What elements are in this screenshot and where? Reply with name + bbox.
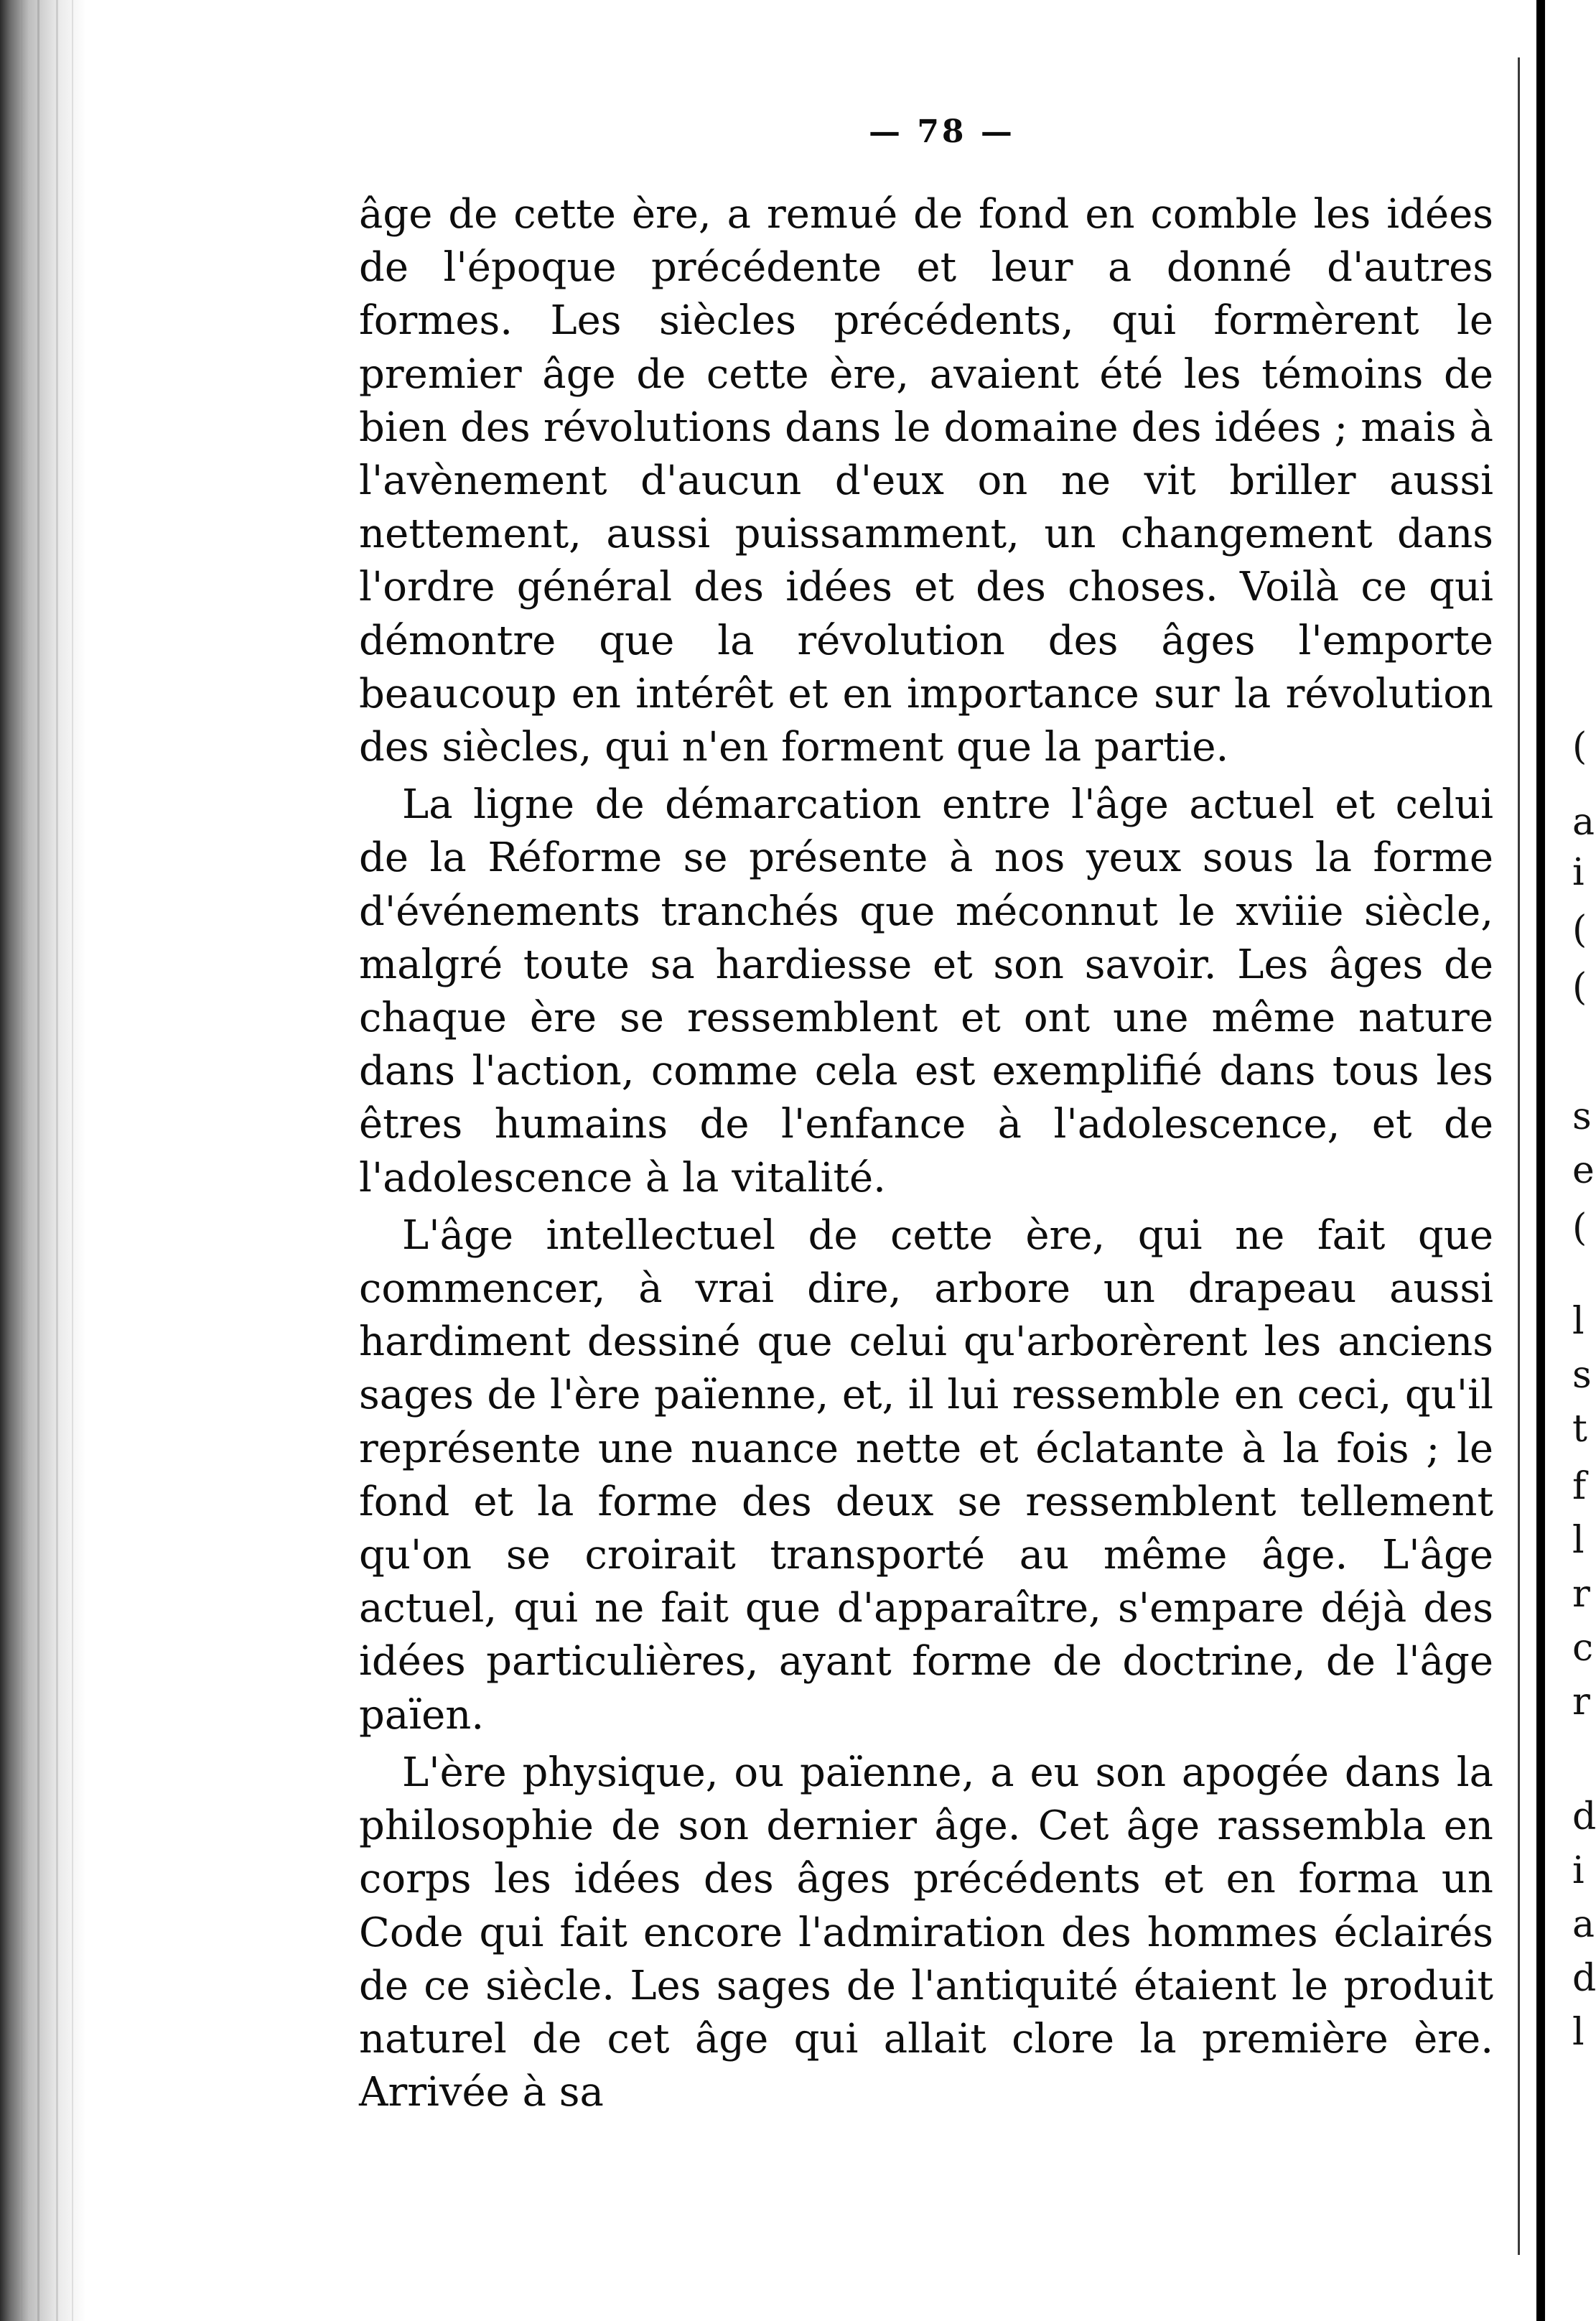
next-page-letter: (	[1572, 908, 1587, 952]
next-page-letter: t	[1572, 1408, 1587, 1451]
scan-left-edge	[0, 0, 86, 2321]
next-page-fragments	[1572, 0, 1596, 2321]
paragraph-2: La ligne de démarcation entre l'âge actuel et celui de la Réforme se présente à nos yeux sous la forme d'événements tranchés que méconnut le xviiie siècle, malgré toute sa hardiesse et son savoir. Les âges de chaque ère se ressemblent et ont une même nature dans l'action, comme cela est exemplifié dans tous les êtres humains de l'enfance à l'adolescence, et de l'adolescence à la vitalité.	[359, 781, 1493, 1201]
next-page-letter: r	[1572, 1573, 1590, 1616]
next-page-letter: r	[1572, 1680, 1590, 1724]
next-page-letter: i	[1572, 851, 1585, 894]
next-page-letter: (	[1572, 966, 1587, 1009]
paragraph-4: L'ère physique, ou païenne, a eu son apogée dans la philosophie de son dernier âge. Cet âge rassembla en corps les idées des âges précédents et en forma un Code qui fait encore l'admiration des hommes éclairés de ce siècle. Les sages de l'antiquité étaient le produit naturel de cet âge qui allait clore la première ère. Arrivée à sa	[359, 1749, 1493, 2116]
book-spine-edge	[1536, 0, 1545, 2321]
next-page-letter: l	[1572, 1519, 1585, 1562]
next-page-letter: c	[1572, 1627, 1594, 1670]
next-page-letter: d	[1572, 1795, 1596, 1838]
page-edge-shadow	[1518, 57, 1520, 2255]
page-number: — 78 —	[869, 113, 1015, 150]
gutter-shadow-line	[56, 0, 58, 2321]
next-page-letter: l	[1572, 2011, 1585, 2054]
next-page-letter: a	[1572, 1903, 1595, 1946]
next-page-letter: f	[1572, 1465, 1587, 1508]
next-page-letter: (	[1572, 725, 1587, 768]
next-page-letter: s	[1572, 1095, 1592, 1138]
gutter-shadow-line	[37, 0, 39, 2321]
next-page-letter: i	[1572, 1849, 1585, 1892]
next-page-letter: l	[1572, 1300, 1585, 1343]
gutter-shadow-line	[20, 0, 22, 2321]
next-page-letter: a	[1572, 801, 1595, 844]
next-page-letter: e	[1572, 1149, 1595, 1192]
paragraph-3: L'âge intellectuel de cette ère, qui ne fait que commencer, à vrai dire, arbore un drapeau aussi hardiment dessiné que celui qu'arborèrent les anciens sages de l'ère païenne, et, il lui ressemble en ceci, qu'il représente une nuance nette et éclatante à la fois ; le fond et la forme des deux se ressemblent tellement qu'on se croirait transporté au même âge. L'âge actuel, qui ne fait que d'apparaître, s'empare déjà des idées particulières, ayant forme de doctrine, de l'âge païen.	[359, 1211, 1493, 1739]
next-page-letter: d	[1572, 1957, 1596, 2000]
next-page-letter: (	[1572, 1206, 1587, 1250]
next-page-letter: s	[1572, 1354, 1592, 1397]
paragraph-1: âge de cette ère, a remué de fond en comble les idées de l'époque précédente et leur a donné d'autres formes. Les siècles précédents, qui formèrent le premier âge de cette ère, avaient été les témoins de bien des révolutions dans le domaine des idées ; mais à l'avènement d'aucun d'eux on ne vit briller aussi nettement, aussi puissamment, un changement dans l'ordre général des idées et des choses. Voilà ce qui démontre que la révolution des âges l'emporte beaucoup en intérêt et en importance sur la révolution des siècles, qui n'en forment que la partie.	[359, 191, 1493, 771]
gutter-shadow-line	[72, 0, 73, 2321]
page-body	[359, 188, 1493, 2119]
